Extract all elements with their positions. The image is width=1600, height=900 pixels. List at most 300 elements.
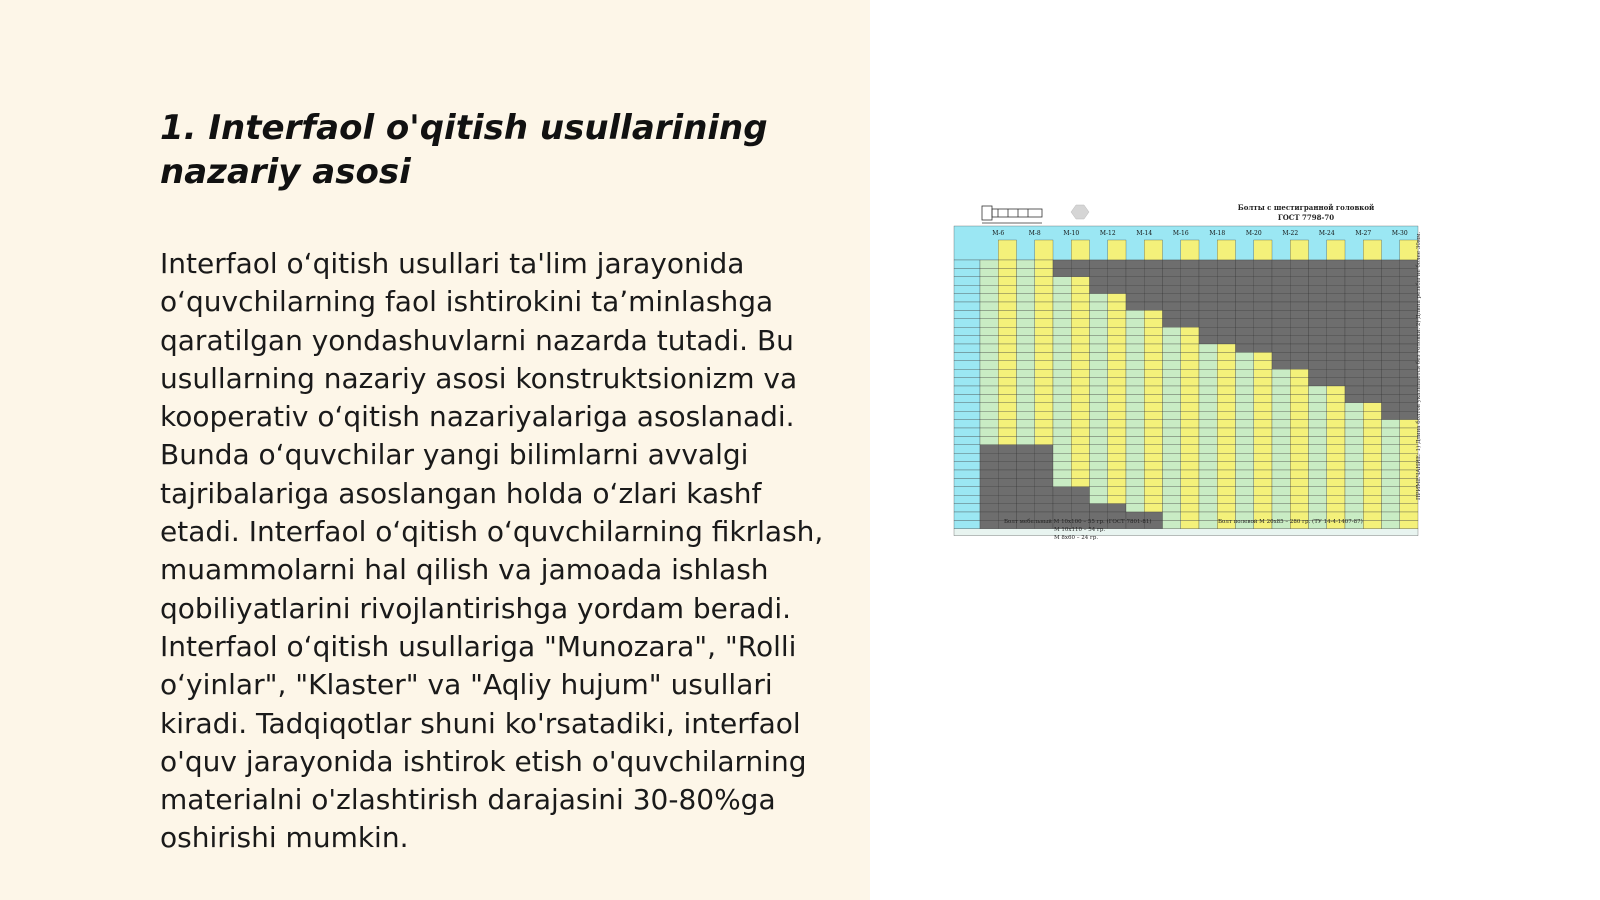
table-cell: [1017, 495, 1035, 503]
table-weight-cell: [1181, 386, 1199, 394]
table-cell: [1053, 294, 1071, 302]
table-cell: [980, 470, 998, 478]
table-cell: [1382, 487, 1400, 495]
table-weight-cell: [1217, 386, 1235, 394]
table-weight-cell: [1363, 294, 1381, 302]
table-weight-cell: [1363, 268, 1381, 276]
table-weight-cell: [1363, 445, 1381, 453]
table-cell: [1345, 327, 1363, 335]
table-weight-cell: [998, 327, 1016, 335]
table-cell: [1236, 378, 1254, 386]
table-weight-cell: [1327, 445, 1345, 453]
table-weight-cell: [1363, 386, 1381, 394]
table-cell: [1126, 504, 1144, 512]
table-cell: [1090, 428, 1108, 436]
table-weight-cell: [1071, 403, 1089, 411]
table-row-label-cell: [954, 344, 980, 352]
table-cell: [1272, 327, 1290, 335]
table-weight-cell: [1035, 361, 1053, 369]
table-weight-cell: [1035, 302, 1053, 310]
table-weight-cell: [1363, 411, 1381, 419]
table-weight-cell: [1108, 369, 1126, 377]
table-cell: [1382, 369, 1400, 377]
table-cell: [1272, 487, 1290, 495]
table-weight-cell: [1327, 478, 1345, 486]
table-weight-cell: [1071, 285, 1089, 293]
table-cell: [1345, 411, 1363, 419]
table-cell: [1199, 268, 1217, 276]
table-cell: [980, 478, 998, 486]
table-weight-cell: [1181, 268, 1199, 276]
table-weight-cell: [1400, 504, 1418, 512]
table-cell: [1309, 403, 1327, 411]
table-cell: [1163, 462, 1181, 470]
table-weight-cell: [1144, 302, 1162, 310]
table-weight-cell: [998, 428, 1016, 436]
table-cell: [1126, 420, 1144, 428]
table-weight-cell: [1071, 302, 1089, 310]
table-cell: [1090, 310, 1108, 318]
table-weight-cell: [1144, 285, 1162, 293]
table-cell: [1199, 344, 1217, 352]
table-weight-cell: [1181, 420, 1199, 428]
table-weight-cell: [1254, 294, 1272, 302]
table-cell: [1163, 470, 1181, 478]
table-cell: [1053, 470, 1071, 478]
table-cell: [1382, 504, 1400, 512]
table-weight-cell: [1181, 369, 1199, 377]
table-cell: [1090, 352, 1108, 360]
table-weight-cell: [1254, 478, 1272, 486]
table-cell: [1345, 495, 1363, 503]
table-weight-cell: [998, 310, 1016, 318]
table-row-label-cell: [954, 504, 980, 512]
table-weight-cell: [1108, 495, 1126, 503]
table-cell: [1309, 445, 1327, 453]
table-weight-cell: [1071, 336, 1089, 344]
table-cell: [1382, 336, 1400, 344]
table-cell: [1017, 478, 1035, 486]
table-weight-cell: [1181, 520, 1199, 528]
table-cell: [1272, 504, 1290, 512]
table-cell: [1382, 428, 1400, 436]
table-weight-cell: [1290, 361, 1308, 369]
table-weight-cell: [1217, 319, 1235, 327]
table-cell: [1309, 478, 1327, 486]
table-weight-cell: [998, 487, 1016, 495]
table-weight-cell: [1181, 352, 1199, 360]
table-cell: [1236, 294, 1254, 302]
table-cell: [1272, 420, 1290, 428]
table-weight-cell: [1217, 436, 1235, 444]
table-weight-cell: [1217, 504, 1235, 512]
table-cell: [1163, 352, 1181, 360]
table-column-header: М-16: [1172, 230, 1189, 237]
table-cell: [1309, 302, 1327, 310]
table-weight-cell: [1071, 386, 1089, 394]
table-cell: [1053, 504, 1071, 512]
table-cell: [1309, 411, 1327, 419]
table-weight-cell: [1327, 268, 1345, 276]
table-weight-cell: [1144, 277, 1162, 285]
table-cell: [1309, 394, 1327, 402]
table-weight-cell: [1363, 487, 1381, 495]
table-weight-cell: [1144, 352, 1162, 360]
table-weight-cell: [1144, 310, 1162, 318]
table-weight-cell: [1035, 504, 1053, 512]
table-cell: [1163, 394, 1181, 402]
table-cell: [1309, 352, 1327, 360]
table-cell: [1236, 369, 1254, 377]
table-weight-cell: [1363, 352, 1381, 360]
table-weight-cell: [1071, 361, 1089, 369]
table-cell: [1053, 285, 1071, 293]
table-weight-cell: [1071, 310, 1089, 318]
table-cell: [1272, 411, 1290, 419]
table-cell: [1199, 504, 1217, 512]
table-cell: [1126, 310, 1144, 318]
table-cell: [1017, 344, 1035, 352]
table-weight-cell: [1327, 495, 1345, 503]
table-cell: [1090, 478, 1108, 486]
table-weight-cell: [1108, 294, 1126, 302]
table-row-label-cell: [954, 478, 980, 486]
table-cell: [980, 268, 998, 276]
table-row-label-cell: [954, 462, 980, 470]
table-cell: [1126, 462, 1144, 470]
table-cell: [1017, 285, 1035, 293]
table-weight-cell: [1144, 327, 1162, 335]
table-cell: [1017, 462, 1035, 470]
table-weight-cell: [1217, 361, 1235, 369]
table-weight-cell: [1108, 462, 1126, 470]
table-cell: [1053, 302, 1071, 310]
table-cell: [1382, 302, 1400, 310]
table-cell: [980, 462, 998, 470]
table-cell: [1272, 478, 1290, 486]
table-weight-cell: [998, 352, 1016, 360]
table-weight-cell: [1071, 504, 1089, 512]
table-row-label-cell: [954, 310, 980, 318]
table-weight-cell: [1254, 462, 1272, 470]
table-weight-cell: [1035, 462, 1053, 470]
table-weight-cell: [1363, 285, 1381, 293]
table-cell: [1017, 319, 1035, 327]
table-weight-cell: [1108, 378, 1126, 386]
table-weight-cell: [1254, 285, 1272, 293]
table-cell: [1272, 369, 1290, 377]
footnote-left-3: М 8х60 – 24 гр.: [1054, 535, 1099, 541]
table-column-header: М-30: [1391, 230, 1408, 237]
table-weight-cell: [1071, 268, 1089, 276]
table-weight-cell: [1254, 344, 1272, 352]
table-cell: [1090, 327, 1108, 335]
table-weight-cell: [1181, 478, 1199, 486]
table-weight-cell: [998, 285, 1016, 293]
table-cell: [1090, 369, 1108, 377]
table-weight-cell: [1035, 369, 1053, 377]
table-weight-cell: [1217, 478, 1235, 486]
table-cell: [980, 386, 998, 394]
table-cell: [980, 428, 998, 436]
table-cell: [980, 487, 998, 495]
table-cell: [1090, 411, 1108, 419]
table-weight-cell: [1290, 504, 1308, 512]
table-cell: [1053, 428, 1071, 436]
table-weight-cell: [1363, 428, 1381, 436]
table-weight-cell: [1108, 386, 1126, 394]
table-cell: [1272, 495, 1290, 503]
table-weight-cell: [998, 386, 1016, 394]
table-weight-cell: [1181, 310, 1199, 318]
table-weight-cell: [1290, 436, 1308, 444]
table-weight-cell: [1144, 453, 1162, 461]
table-weight-cell: [1327, 344, 1345, 352]
table-weight-cell: [1108, 268, 1126, 276]
table-cell: [1126, 344, 1144, 352]
table-weight-cell: [1108, 470, 1126, 478]
table-cell: [1163, 445, 1181, 453]
table-cell: [1199, 394, 1217, 402]
table-cell: [1090, 403, 1108, 411]
table-cell: [1126, 394, 1144, 402]
table-cell: [1017, 420, 1035, 428]
table-weight-cell: [1108, 285, 1126, 293]
table-weight-cell: [1327, 453, 1345, 461]
table-row-label-cell: [954, 470, 980, 478]
table-cell: [980, 369, 998, 377]
table-weight-cell: [1290, 487, 1308, 495]
table-weight-cell: [1217, 327, 1235, 335]
table-cell: [1199, 294, 1217, 302]
footnote-left: Болт мебельный М 10х100 – 55 гр. (ГОСТ 7801-81): [1004, 519, 1152, 525]
table-cell: [1382, 294, 1400, 302]
table-cell: [1309, 462, 1327, 470]
table-weight-cell: [1254, 277, 1272, 285]
table-cell: [1163, 369, 1181, 377]
table-weight-cell: [1144, 378, 1162, 386]
table-weight-cell: [1181, 411, 1199, 419]
table-cell: [1236, 319, 1254, 327]
table-cell: [980, 436, 998, 444]
table-weight-cell: [1181, 436, 1199, 444]
table-cell: [1053, 386, 1071, 394]
table-weight-cell: [1144, 495, 1162, 503]
table-weight-cell: [1071, 378, 1089, 386]
table-weight-cell: [1327, 504, 1345, 512]
table-weight-cell: [1327, 411, 1345, 419]
table-cell: [1053, 268, 1071, 276]
table-cell: [1272, 470, 1290, 478]
table-weight-cell: [1290, 302, 1308, 310]
table-weight-cell: [1327, 462, 1345, 470]
table-weight-cell: [1035, 344, 1053, 352]
table-weight-cell: [1181, 277, 1199, 285]
table-cell: [1345, 428, 1363, 436]
table-weight-cell: [1254, 411, 1272, 419]
hex-nut-icon: [1071, 205, 1089, 219]
slide-title: 1. Interfaol o'qitish usullarining nazariy asosi: [160, 108, 768, 192]
table-cell: [1163, 504, 1181, 512]
table-cell: [1090, 495, 1108, 503]
table-cell: [1053, 487, 1071, 495]
table-weight-cell: [1071, 319, 1089, 327]
table-weight-cell: [1108, 336, 1126, 344]
table-cell: [980, 403, 998, 411]
table-cell: [1345, 445, 1363, 453]
table-cell: [1272, 462, 1290, 470]
table-weight-cell: [1071, 436, 1089, 444]
table-footer-row: [954, 529, 1418, 536]
table-cell: [1126, 428, 1144, 436]
table-weight-cell: [1035, 495, 1053, 503]
table-cell: [1199, 285, 1217, 293]
table-weight-cell: [1290, 428, 1308, 436]
table-cell: [1382, 462, 1400, 470]
table-weight-cell: [998, 495, 1016, 503]
table-cell: [1236, 361, 1254, 369]
table-cell: [1053, 394, 1071, 402]
table-weight-cell: [1254, 428, 1272, 436]
table-weight-cell: [998, 378, 1016, 386]
table-weight-cell: [1217, 495, 1235, 503]
table-weight-cell: [1363, 378, 1381, 386]
table-cell: [1126, 386, 1144, 394]
table-cell: [1017, 260, 1035, 268]
table-weight-cell: [1181, 327, 1199, 335]
table-weight-cell: [1327, 336, 1345, 344]
table-cell: [1382, 277, 1400, 285]
table-cell: [1090, 277, 1108, 285]
table-weight-cell: [1327, 352, 1345, 360]
table-weight-cell: [1327, 470, 1345, 478]
table-weight-cell: [1254, 378, 1272, 386]
table-column-header: М-10: [1063, 230, 1080, 237]
table-cell: [1053, 436, 1071, 444]
table-weight-cell: [1254, 495, 1272, 503]
table-cell: [1090, 445, 1108, 453]
table-weight-cell: [1363, 512, 1381, 520]
table-cell: [1345, 319, 1363, 327]
table-weight-cell: [1363, 310, 1381, 318]
table-weight-cell: [1071, 478, 1089, 486]
table-cell: [1345, 344, 1363, 352]
table-weight-cell: [1327, 277, 1345, 285]
table-row-label-cell: [954, 268, 980, 276]
table-weight-cell: [1217, 462, 1235, 470]
table-weight-cell: [1035, 428, 1053, 436]
table-weight-cell: [1363, 453, 1381, 461]
table-cell: [1236, 336, 1254, 344]
table-cell: [1345, 504, 1363, 512]
table-cell: [1272, 428, 1290, 436]
table-column-header: М-14: [1136, 230, 1153, 237]
table-cell: [1236, 302, 1254, 310]
table-cell: [1309, 428, 1327, 436]
table-cell: [1053, 260, 1071, 268]
table-weight-cell: [1254, 386, 1272, 394]
table-weight-cell: [1108, 361, 1126, 369]
table-weight-cell: [1071, 294, 1089, 302]
table-weight-cell: [1108, 403, 1126, 411]
table-cell: [1272, 277, 1290, 285]
table-weight-cell: [1327, 319, 1345, 327]
table-cell: [1199, 369, 1217, 377]
table-weight-cell: [1290, 445, 1308, 453]
table-weight-cell: [1181, 470, 1199, 478]
table-weight-cell: [1071, 495, 1089, 503]
table-weight-cell: [1035, 453, 1053, 461]
table-weight-cell: [1327, 420, 1345, 428]
table-weight-cell: [1181, 260, 1199, 268]
table-weight-cell: [1035, 403, 1053, 411]
table-weight-cell: [1400, 520, 1418, 528]
table-weight-cell: [1327, 369, 1345, 377]
table-cell: [1382, 445, 1400, 453]
table-weight-cell: [1108, 487, 1126, 495]
table-cell: [1382, 327, 1400, 335]
table-cell: [1309, 420, 1327, 428]
table-cell: [1272, 386, 1290, 394]
table-cell: [980, 327, 998, 335]
table-weight-cell: [1363, 394, 1381, 402]
table-weight-cell: [1217, 344, 1235, 352]
table-weight-cell: [1363, 520, 1381, 528]
table-cell: [1272, 453, 1290, 461]
table-cell: [1199, 495, 1217, 503]
table-cell: [1236, 478, 1254, 486]
table-cell: [1272, 445, 1290, 453]
table-cell: [1236, 470, 1254, 478]
table-cell: [1126, 268, 1144, 276]
table-weight-cell: [1254, 310, 1272, 318]
table-cell: [1017, 277, 1035, 285]
table-cell: [1053, 336, 1071, 344]
table-row-label-cell: [954, 512, 980, 520]
table-weight-cell: [998, 445, 1016, 453]
table-cell: [1053, 327, 1071, 335]
table-cell: [1017, 336, 1035, 344]
table-cell: [1236, 310, 1254, 318]
table-cell: [1382, 361, 1400, 369]
table-weight-cell: [1035, 445, 1053, 453]
table-cell: [1017, 294, 1035, 302]
table-cell: [980, 504, 998, 512]
table-row-label-cell: [954, 260, 980, 268]
table-cell: [1236, 445, 1254, 453]
table-weight-cell: [998, 319, 1016, 327]
table-cell: [1053, 310, 1071, 318]
table-weight-cell: [1290, 394, 1308, 402]
table-weight-cell: [1071, 411, 1089, 419]
table-cell: [1090, 302, 1108, 310]
table-cell: [1163, 260, 1181, 268]
table-cell: [1309, 487, 1327, 495]
table-cell: [1199, 520, 1217, 528]
table-cell: [1345, 378, 1363, 386]
table-weight-cell: [1035, 378, 1053, 386]
table-weight-cell: [1254, 352, 1272, 360]
table-weight-cell: [1181, 378, 1199, 386]
table-column-header: М-6: [992, 230, 1005, 237]
table-cell: [1199, 327, 1217, 335]
table-weight-cell: [1254, 268, 1272, 276]
table-cell: [1163, 487, 1181, 495]
table-cell: [1272, 403, 1290, 411]
table-weight-cell: [1071, 277, 1089, 285]
table-cell: [1199, 361, 1217, 369]
table-weight-cell: [1217, 260, 1235, 268]
